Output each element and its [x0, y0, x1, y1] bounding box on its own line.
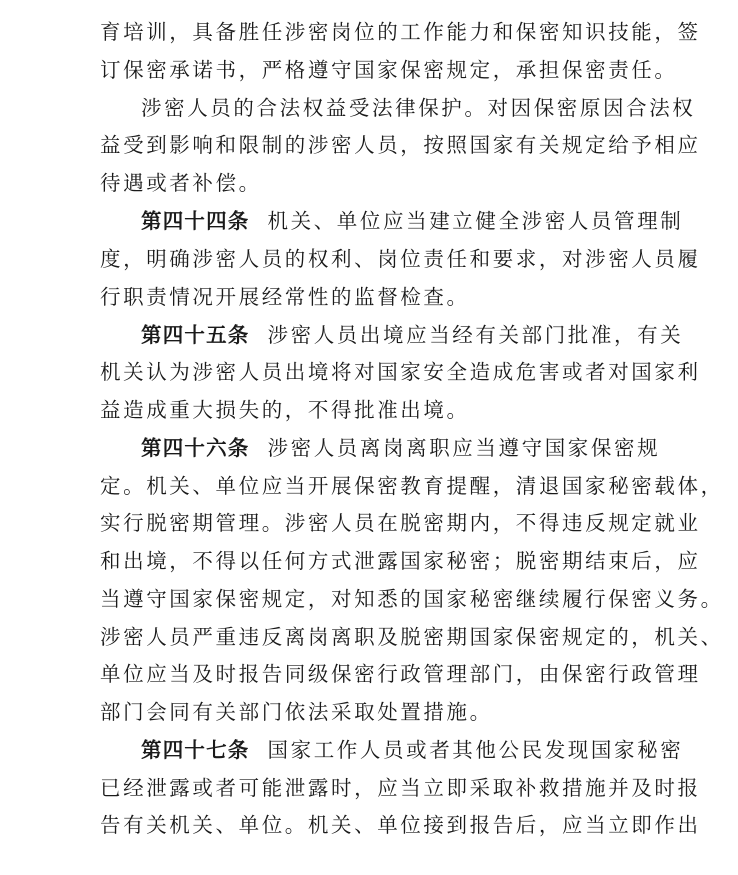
text-line: 益受到影响和限制的涉密人员，按照国家有关规定给予相应 — [100, 133, 701, 157]
text-line: 部门会同有关部门依法采取处置措施。 — [100, 700, 493, 724]
text-line: 涉密人员严重违反离岗离职及脱密期国家保密规定的，机关、 — [100, 625, 724, 649]
text-line: 实行脱密期管理。涉密人员在脱密期内，不得违反规定就业 — [100, 511, 701, 535]
article-47-first-line — [141, 735, 701, 765]
article-45-text: 涉密人员出境应当经有关部门批准，有关 — [267, 323, 684, 347]
text-line: 度，明确涉密人员的权利、岗位责任和要求，对涉密人员履 — [100, 247, 701, 271]
article-45-heading: 第四十五条 — [141, 323, 250, 347]
text-line: 已经泄露或者可能泄露时，应当立即采取补救措施并及时报 — [100, 776, 701, 800]
text-line: 订保密承诺书，严格遵守国家保密规定，承担保密责任。 — [100, 58, 678, 82]
article-45-first-line — [141, 320, 701, 350]
text-line: 定。机关、单位应当开展保密教育提醒，清退国家秘密载体， — [100, 474, 724, 498]
text-line: 告有关机关、单位。机关、单位接到报告后，应当立即作出 — [100, 813, 701, 837]
text-line: 当遵守国家保密规定，对知悉的国家秘密继续履行保密义务。 — [100, 587, 724, 611]
text-line: 行职责情况开展经常性的监督检查。 — [100, 285, 470, 309]
article-46-text: 涉密人员离岗离职应当遵守国家保密规 — [267, 436, 661, 460]
text-line: 机关认为涉密人员出境将对国家安全造成危害或者对国家利 — [100, 360, 701, 384]
text-line: 单位应当及时报告同级保密行政管理部门，由保密行政管理 — [100, 662, 701, 686]
article-47-heading: 第四十七条 — [141, 738, 250, 762]
article-44-text: 机关、单位应当建立健全涉密人员管理制 — [267, 209, 684, 233]
article-44-first-line — [141, 206, 701, 236]
article-46-first-line — [141, 433, 701, 463]
text-line: 育培训，具备胜任涉密岗位的工作能力和保密知识技能，签 — [100, 20, 701, 44]
text-line: 益造成重大损失的，不得批准出境。 — [100, 398, 470, 422]
text-line: 待遇或者补偿。 — [100, 171, 262, 195]
article-44-heading: 第四十四条 — [141, 209, 250, 233]
article-46-heading: 第四十六条 — [141, 436, 250, 460]
article-47-text: 国家工作人员或者其他公民发现国家秘密 — [267, 738, 684, 762]
paragraph-first-line: 涉密人员的合法权益受法律保护。对因保密原因合法权 — [141, 96, 696, 120]
text-line: 和出境，不得以任何方式泄露国家秘密；脱密期结束后，应 — [100, 549, 701, 573]
